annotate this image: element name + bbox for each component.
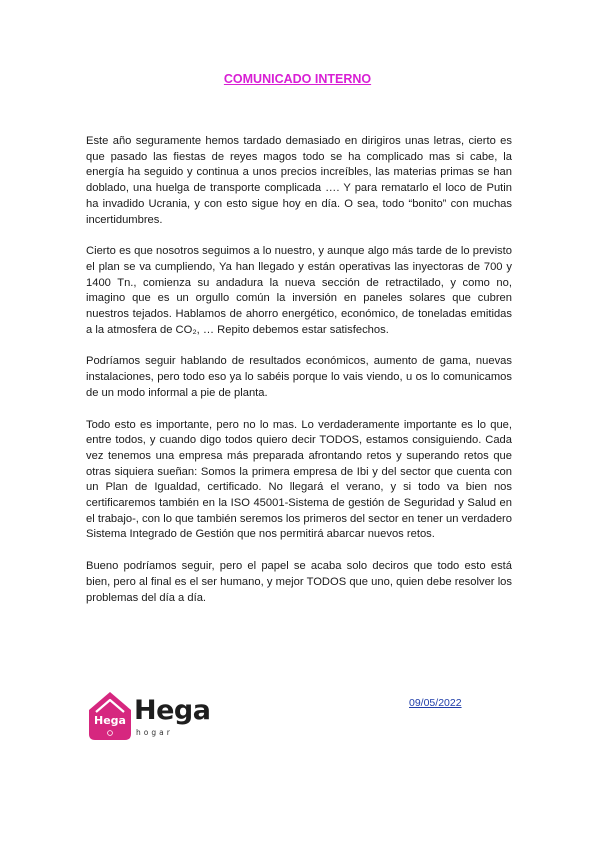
paragraph-1: Este año seguramente hemos tardado demasiado en dirigiros unas letras, cierto es que pasado las fiestas de reyes magos todo se ha complicado mas si cabe, la energía ha seguido y continua a unos precios increíbles, las materias primas se han doblado, una huelga de transporte complicada …. Y para rematarlo el loco de Putin ha invadido Ucrania, y con esto sigue hoy en día. O sea, todo “bonito” con muchas incertidumbres.: [86, 135, 512, 226]
logo-wordmark: Hega: [134, 695, 211, 726]
page-title: COMUNICADO INTERNO: [223, 72, 372, 86]
paragraph-3: Podríamos seguir hablando de resultados económicos, aumento de gama, nuevas instalaciones, pero todo eso ya lo sabéis porque lo vais viendo, u os lo comunicamos de un modo informal a pie de planta.: [86, 355, 512, 399]
paragraph-2: Cierto es que nosotros seguimos a lo nuestro, y aunque algo más tarde de lo previsto el plan se va cumpliendo, Ya han llegado y están operativas las inyectoras de 700 y 1400 Tn., comienza su andadura la nueva sección de retractilado, y como no, imagino que es un orgullo común la inversión en paneles solares que cubren nuestros tejados. Hablamos de ahorro energético, económico, de toneladas emitidas a la atmosfera de CO₂, … Repito debemos estar satisfechos.: [86, 245, 512, 336]
document-date: 09/05/2022: [409, 697, 462, 709]
logo-tagline: hogar: [136, 728, 173, 737]
logo-badge-text: Hega: [94, 714, 126, 727]
letter-body: [86, 134, 512, 606]
hega-logo: [86, 690, 226, 742]
hega-house-badge-icon: [86, 690, 134, 742]
paragraph-5: Bueno podríamos seguir, pero el papel se acaba solo deciros que todo esto está bien, pero al final es el ser humano, y mejor TODOS que uno, quien debe resolver los problemas del día a día.: [86, 560, 512, 604]
paragraph-4: Todo esto es importante, pero no lo mas. Lo verdaderamente importante es lo que, entre todos, y cuando digo todos quiero decir TODOS, estamos consiguiendo. Cada vez tenemos una empresa más preparada afrontando retos y superando retos que otras siquiera sueñan: Somos la primera empresa de Ibi y del sector que cuenta con un Plan de Igualdad, certificado. No llegará el verano, y si todo va bien nos certificaremos también en la ISO 45001-Sistema de gestión de Seguridad y Salud en el trabajo-, con lo que también seremos los primeros del sector en tener un verdadero Sistema Integrado de Gestión que nos permitirá abarcar nuevos retos.: [86, 418, 512, 541]
